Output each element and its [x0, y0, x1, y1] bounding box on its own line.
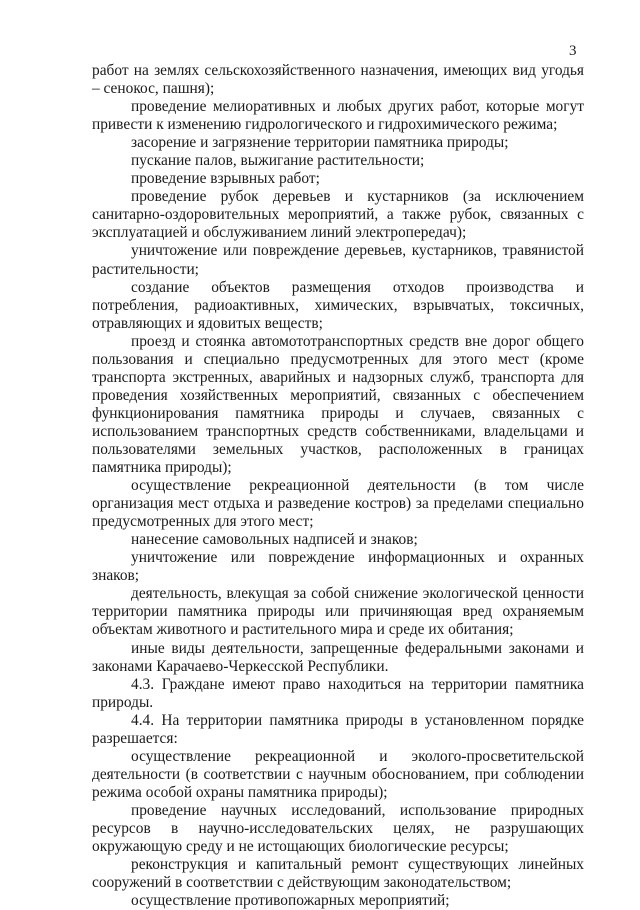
paragraph: проезд и стоянка автомототранспортных средств вне дорог общего пользования и специально предусмотренных для этого мест (кроме транспорта экстренных, аварийных и надзорных служб, транспорта для проведения хозяйственных мероприятий, связанных с обеспечением функционирования памятника природы и случаев, связанных с использованием транспортных средств собственниками, владельцами и пользователями земельных участков, расположенных в границах памятника природы); — [92, 332, 584, 477]
paragraph: засорение и загрязнение территории памятника природы; — [131, 134, 509, 152]
paragraph: проведение взрывных работ; — [131, 170, 320, 188]
paragraph: нанесение самовольных надписей и знаков; — [131, 531, 418, 549]
paragraph: осуществление рекреационной деятельности (в том числе организация мест отдыха и разведение костров) за пределами специально предусмотренных для этого мест; — [92, 477, 584, 531]
paragraph: проведение научных исследований, использование природных ресурсов в научно-исследовательских целях, не разрушающих окружающую среду и не истощающих биологические ресурсы; — [92, 801, 584, 856]
paragraph: уничтожение или повреждение деревьев, кустарников, травянистой растительности; — [92, 242, 584, 278]
paragraph: 4.4. На территории памятника природы в установленном порядке разрешается: — [92, 711, 584, 747]
paragraph: деятельность, влекущая за собой снижение экологической ценности территории памятника природы или причиняющая вред охраняемым объектам животного и растительного мира и среде их обитания; — [92, 585, 584, 639]
paragraph: реконструкция и капитальный ремонт существующих линейных сооружений в соответствии с действующим законодательством; — [92, 856, 584, 892]
paragraph: уничтожение или повреждение информационных и охранных знаков; — [92, 549, 584, 585]
paragraph: проведение рубок деревьев и кустарников (за исключением санитарно-оздоровительных мероприятий, а также рубок, связанных с эксплуатацией и обслуживанием линий электропередач); — [92, 188, 584, 242]
paragraph: проведение мелиоративных и любых других работ, которые могут привести к изменению гидрологического и гидрохимического режима; — [92, 98, 584, 134]
paragraph: иные виды деятельности, запрещенные федеральными законами и законами Карачаево-Черкесской Республики. — [92, 639, 584, 675]
paragraph: работ на землях сельскохозяйственного назначения, имеющих вид угодья – сенокос, пашня); — [92, 62, 584, 98]
paragraph: осуществление рекреационной и эколого-просветительской деятельности (в соответствии с научным обоснованием, при соблюдении режима особой охраны памятника природы); — [92, 747, 584, 801]
paragraph: 4.3. Граждане имеют право находиться на территории памятника природы. — [92, 675, 584, 711]
document-body — [92, 62, 584, 910]
paragraph: осуществление противопожарных мероприятий; — [131, 892, 450, 910]
page-number: 3 — [569, 43, 577, 59]
paragraph: создание объектов размещения отходов производства и потребления, радиоактивных, химических, взрывчатых, токсичных, отравляющих и ядовитых веществ; — [92, 278, 584, 332]
paragraph: пускание палов, выжигание растительности; — [131, 152, 425, 170]
